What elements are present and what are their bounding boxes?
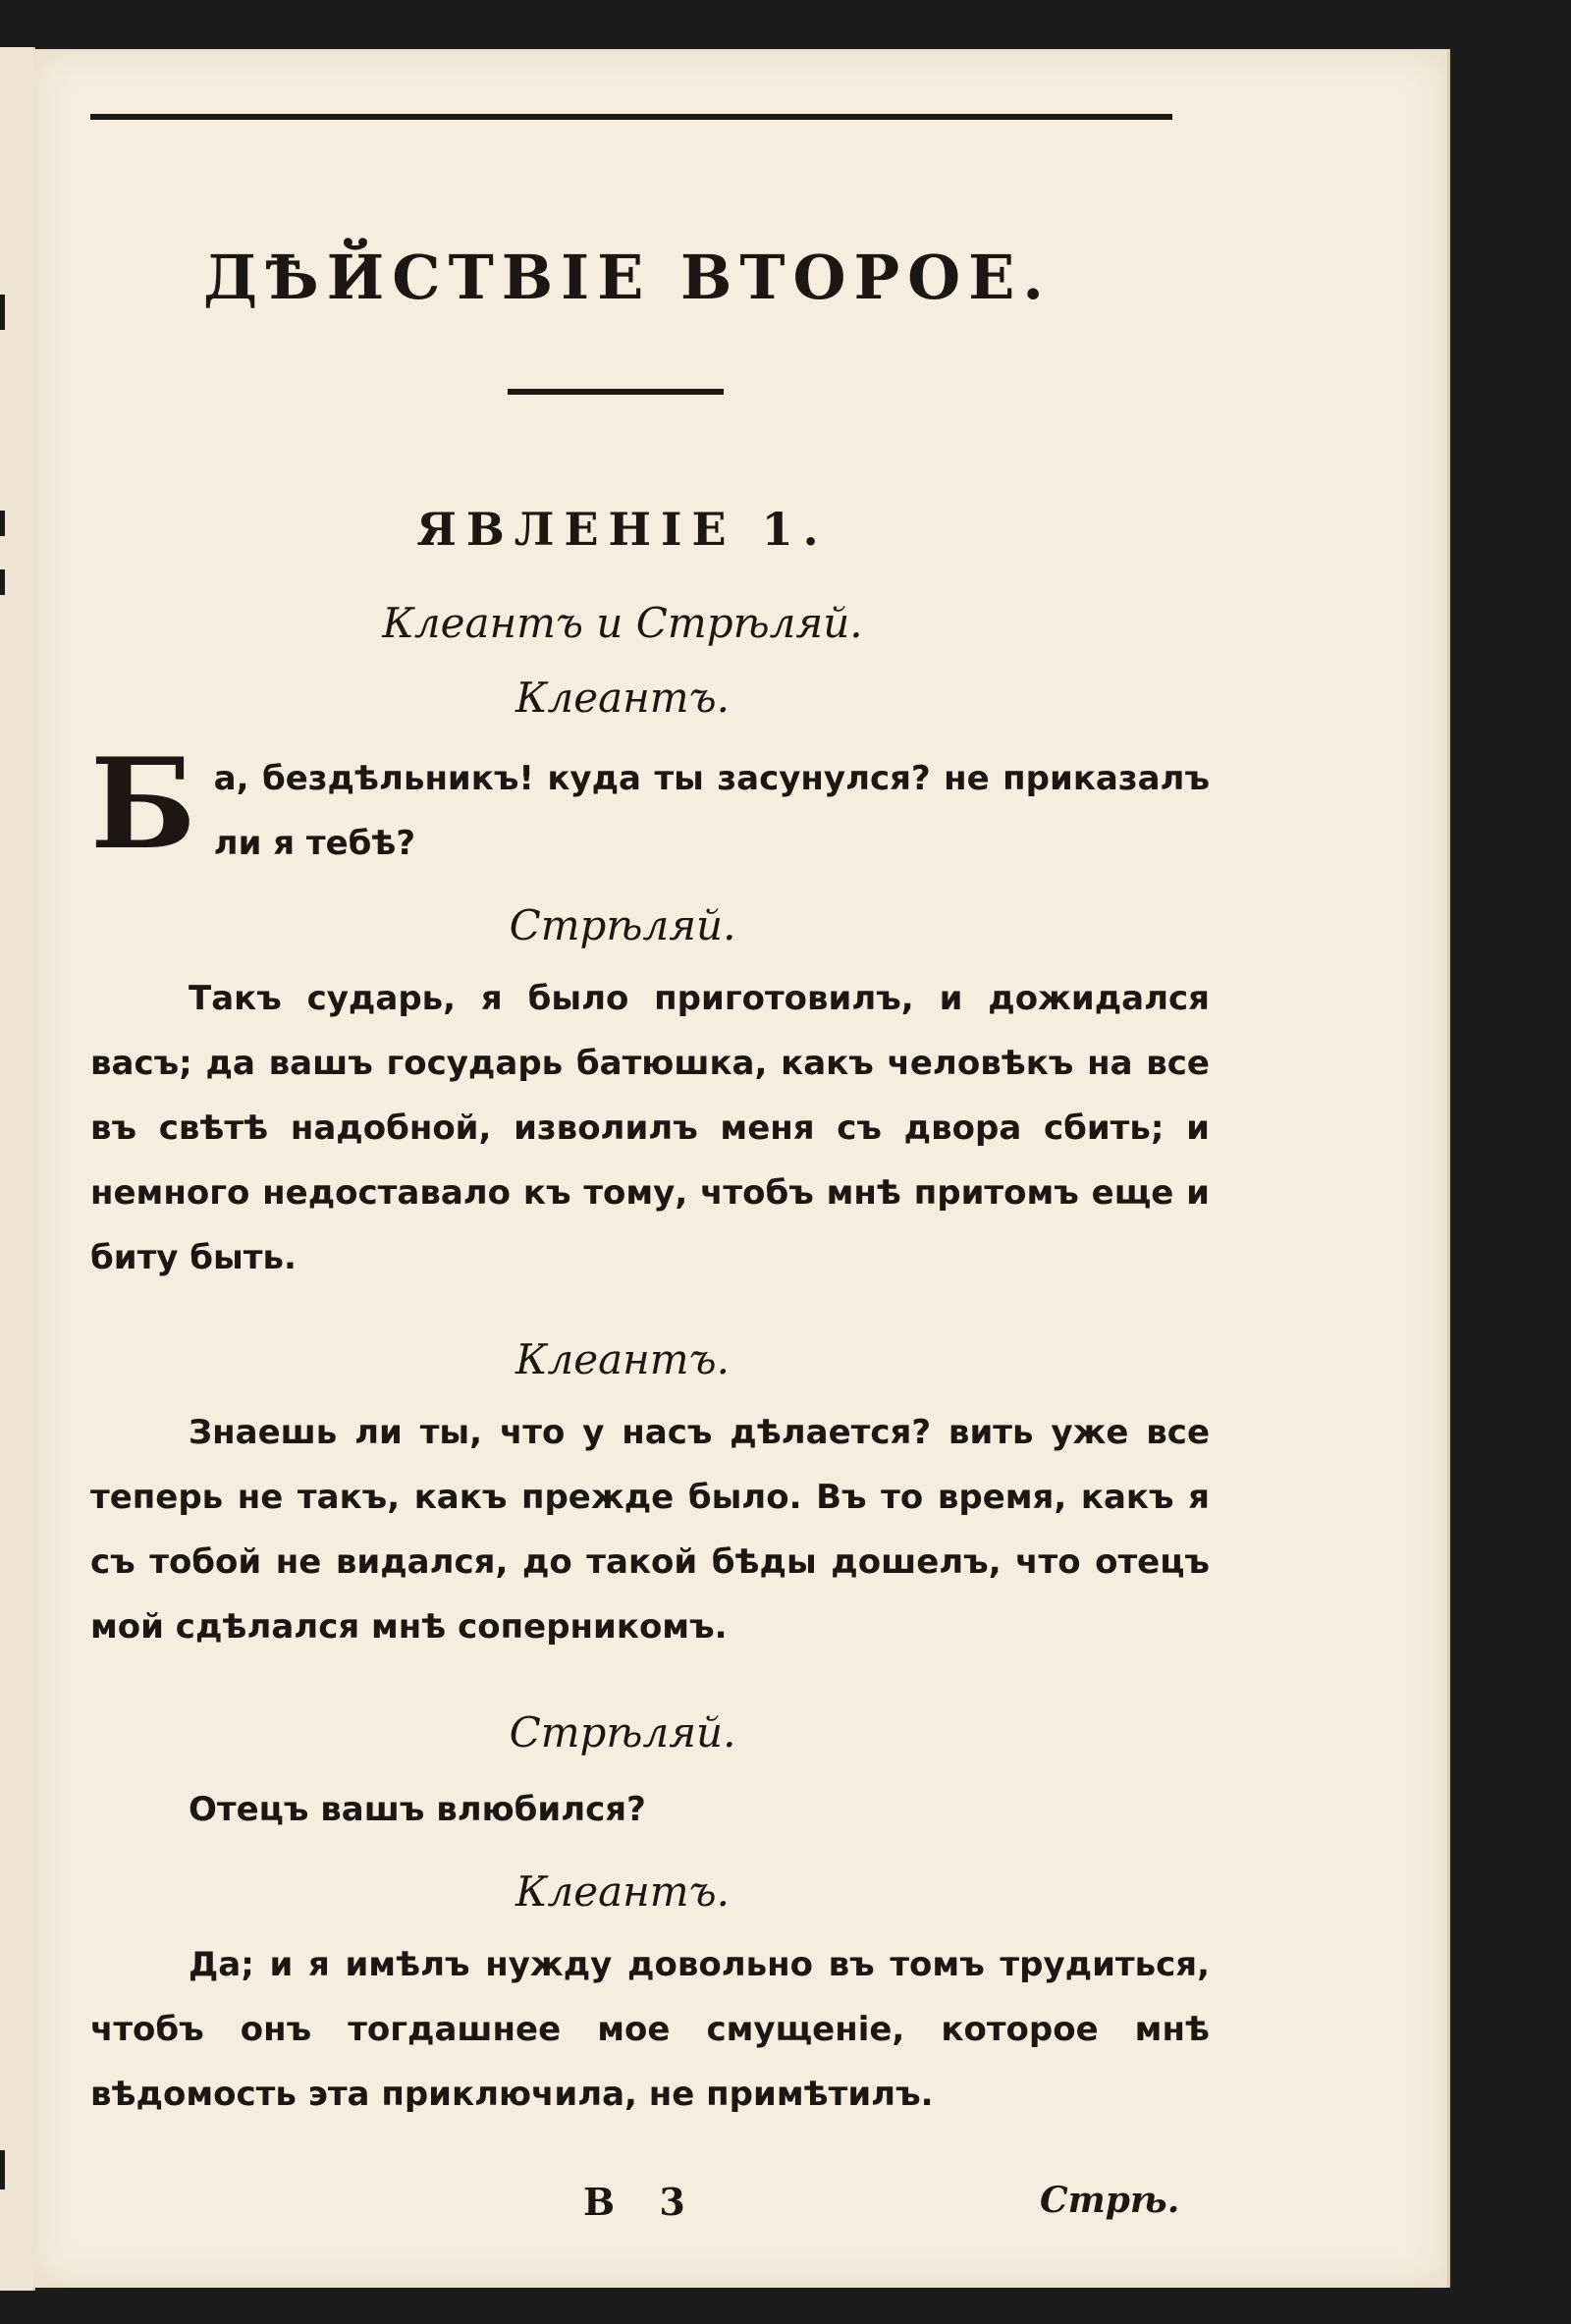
speech-strelyai-1: Такъ сударь, я было приготовилъ, и дожидался васъ; да вашъ государь батюшка, какъ человѣкъ на все въ свѣтѣ надобной, изволилъ меня съ двора сбить; и немного недоставало къ тому, чтобъ мнѣ притомъ еще и биту быть. — [90, 979, 1210, 1277]
cast-list: Клеантъ и Стрѣляй. — [382, 599, 863, 647]
catchword: Стрѣ. — [1040, 2180, 1180, 2221]
speech-kleant-1 — [90, 731, 1210, 877]
facing-page-edge — [0, 47, 35, 2291]
scene-heading: ЯВЛЕНІЕ 1. — [416, 503, 829, 556]
speech-kleant-3: Да; и я имѣлъ нужду довольно въ томъ трудиться, чтобъ онъ тогдашнее мое смущеніе, которое мнѣ вѣдомость эта приключила, не примѣтилъ. — [90, 1945, 1210, 2114]
speech-strelyai-2: Отецъ вашъ влюбился? — [189, 1790, 646, 1829]
top-rule — [90, 114, 1172, 120]
drop-cap: Б — [90, 731, 196, 877]
speaker-kleant-1: Клеантъ. — [515, 674, 730, 722]
book-page — [33, 49, 1450, 2288]
speaker-kleant-3: Клеантъ. — [515, 1867, 730, 1916]
speaker-strelyai-1: Стрѣляй. — [509, 901, 736, 949]
title-rule — [508, 389, 724, 395]
signature-mark: В 3 — [583, 2180, 701, 2224]
act-title: ДѢЙСТВІЕ ВТОРОЕ. — [202, 242, 1053, 313]
speech-text: а, бездѣльникъ! куда ты засунулся? не приказалъ ли я тебѣ? — [213, 759, 1210, 863]
speaker-kleant-2: Клеантъ. — [515, 1335, 730, 1383]
speech-kleant-2: Знаешь ли ты, что у насъ дѣлается? вить уже все теперь не такъ, какъ прежде было. Въ то время, какъ я съ тобой не видался, до такой бѣды дошелъ, что отецъ мой сдѣлался мнѣ соперникомъ. — [90, 1413, 1210, 1647]
speaker-strelyai-2: Стрѣляй. — [509, 1708, 736, 1757]
